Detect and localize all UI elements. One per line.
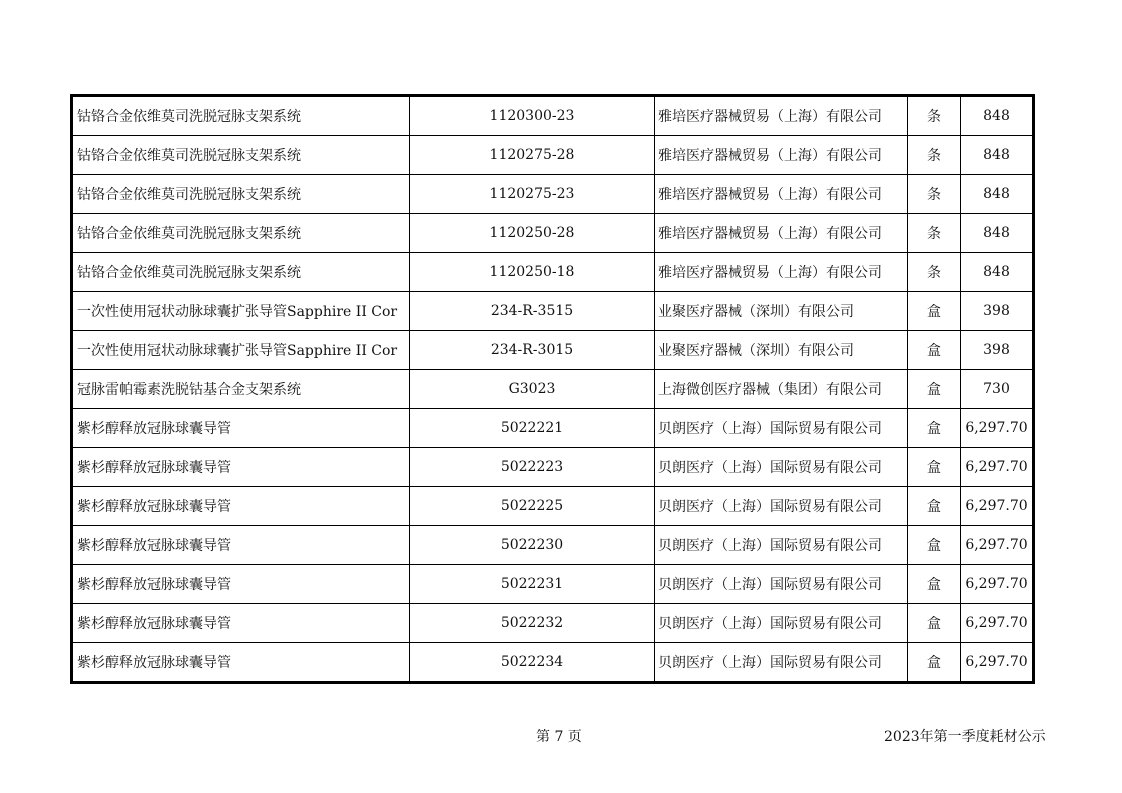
manufacturer-cell: 贝朗医疗（上海）国际贸易有限公司 <box>655 526 908 565</box>
product-name-cell: 紫杉醇释放冠脉球囊导管 <box>72 604 410 643</box>
model-cell: 1120300-23 <box>410 96 655 136</box>
manufacturer-cell: 贝朗医疗（上海）国际贸易有限公司 <box>655 565 908 604</box>
product-name-cell: 紫杉醇释放冠脉球囊导管 <box>72 643 410 683</box>
manufacturer-cell: 贝朗医疗（上海）国际贸易有限公司 <box>655 643 908 683</box>
model-cell: 5022231 <box>410 565 655 604</box>
price-cell: 848 <box>961 214 1034 253</box>
manufacturer-cell: 贝朗医疗（上海）国际贸易有限公司 <box>655 409 908 448</box>
unit-cell: 盒 <box>908 526 961 565</box>
unit-cell: 条 <box>908 175 961 214</box>
product-name-cell: 钴铬合金依维莫司洗脱冠脉支架系统 <box>72 96 410 136</box>
model-cell: G3023 <box>410 370 655 409</box>
product-name-cell: 一次性使用冠状动脉球囊扩张导管Sapphire II Cor <box>72 292 410 331</box>
table-row <box>72 331 1033 370</box>
unit-cell: 盒 <box>908 331 961 370</box>
manufacturer-cell: 上海微创医疗器械（集团）有限公司 <box>655 370 908 409</box>
product-name-cell: 紫杉醇释放冠脉球囊导管 <box>72 448 410 487</box>
price-cell: 6,297.70 <box>961 643 1034 683</box>
table-row <box>72 370 1033 409</box>
unit-cell: 盒 <box>908 643 961 683</box>
unit-cell: 条 <box>908 96 961 136</box>
table-row <box>72 565 1033 604</box>
price-cell: 6,297.70 <box>961 604 1034 643</box>
manufacturer-cell: 雅培医疗器械贸易（上海）有限公司 <box>655 253 908 292</box>
manufacturer-cell: 业聚医疗器械（深圳）有限公司 <box>655 292 908 331</box>
model-cell: 1120275-23 <box>410 175 655 214</box>
model-cell: 1120250-28 <box>410 214 655 253</box>
product-name-cell: 一次性使用冠状动脉球囊扩张导管Sapphire II Cor <box>72 331 410 370</box>
document-title: 2023年第一季度耗材公示 <box>884 729 1046 745</box>
product-name-cell: 钴铬合金依维莫司洗脱冠脉支架系统 <box>72 214 410 253</box>
model-cell: 5022232 <box>410 604 655 643</box>
price-cell: 6,297.70 <box>961 487 1034 526</box>
unit-cell: 盒 <box>908 292 961 331</box>
unit-cell: 盒 <box>908 448 961 487</box>
product-name-cell: 紫杉醇释放冠脉球囊导管 <box>72 487 410 526</box>
table-row <box>72 175 1033 214</box>
manufacturer-cell: 雅培医疗器械贸易（上海）有限公司 <box>655 214 908 253</box>
consumables-table <box>71 95 1034 683</box>
model-cell: 5022234 <box>410 643 655 683</box>
price-cell: 398 <box>961 331 1034 370</box>
manufacturer-cell: 贝朗医疗（上海）国际贸易有限公司 <box>655 448 908 487</box>
product-name-cell: 紫杉醇释放冠脉球囊导管 <box>72 409 410 448</box>
page-number: 第 7 页 <box>536 729 582 745</box>
unit-cell: 条 <box>908 214 961 253</box>
model-cell: 5022230 <box>410 526 655 565</box>
product-name-cell: 冠脉雷帕霉素洗脱钴基合金支架系统 <box>72 370 410 409</box>
price-cell: 6,297.70 <box>961 409 1034 448</box>
manufacturer-cell: 雅培医疗器械贸易（上海）有限公司 <box>655 136 908 175</box>
table-row <box>72 487 1033 526</box>
unit-cell: 盒 <box>908 409 961 448</box>
table-row <box>72 253 1033 292</box>
unit-cell: 盒 <box>908 370 961 409</box>
price-cell: 848 <box>961 253 1034 292</box>
table-row <box>72 526 1033 565</box>
unit-cell: 条 <box>908 136 961 175</box>
table-row <box>72 643 1033 683</box>
price-cell: 730 <box>961 370 1034 409</box>
price-cell: 848 <box>961 136 1034 175</box>
model-cell: 5022225 <box>410 487 655 526</box>
table-row <box>72 448 1033 487</box>
price-cell: 398 <box>961 292 1034 331</box>
model-cell: 234-R-3015 <box>410 331 655 370</box>
product-name-cell: 紫杉醇释放冠脉球囊导管 <box>72 565 410 604</box>
product-name-cell: 钴铬合金依维莫司洗脱冠脉支架系统 <box>72 136 410 175</box>
manufacturer-cell: 雅培医疗器械贸易（上海）有限公司 <box>655 96 908 136</box>
unit-cell: 条 <box>908 253 961 292</box>
table-row <box>72 409 1033 448</box>
product-name-cell: 钴铬合金依维莫司洗脱冠脉支架系统 <box>72 175 410 214</box>
price-cell: 6,297.70 <box>961 526 1034 565</box>
table-body <box>72 96 1033 682</box>
table-row <box>72 604 1033 643</box>
product-name-cell: 紫杉醇释放冠脉球囊导管 <box>72 526 410 565</box>
model-cell: 1120275-28 <box>410 136 655 175</box>
unit-cell: 盒 <box>908 604 961 643</box>
unit-cell: 盒 <box>908 487 961 526</box>
model-cell: 234-R-3515 <box>410 292 655 331</box>
table-row <box>72 136 1033 175</box>
table-row <box>72 214 1033 253</box>
price-cell: 848 <box>961 96 1034 136</box>
model-cell: 5022223 <box>410 448 655 487</box>
price-cell: 6,297.70 <box>961 565 1034 604</box>
product-name-cell: 钴铬合金依维莫司洗脱冠脉支架系统 <box>72 253 410 292</box>
table-row <box>72 292 1033 331</box>
manufacturer-cell: 贝朗医疗（上海）国际贸易有限公司 <box>655 487 908 526</box>
unit-cell: 盒 <box>908 565 961 604</box>
manufacturer-cell: 贝朗医疗（上海）国际贸易有限公司 <box>655 604 908 643</box>
manufacturer-cell: 业聚医疗器械（深圳）有限公司 <box>655 331 908 370</box>
price-cell: 6,297.70 <box>961 448 1034 487</box>
table-row <box>72 96 1033 136</box>
price-cell: 848 <box>961 175 1034 214</box>
model-cell: 5022221 <box>410 409 655 448</box>
model-cell: 1120250-18 <box>410 253 655 292</box>
manufacturer-cell: 雅培医疗器械贸易（上海）有限公司 <box>655 175 908 214</box>
